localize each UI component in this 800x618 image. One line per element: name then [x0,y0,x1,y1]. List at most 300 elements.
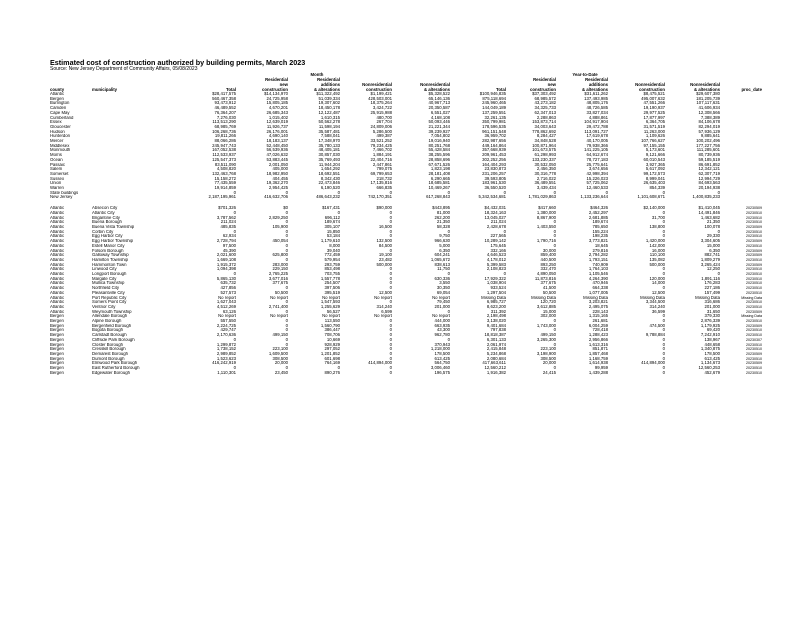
col-ytd-res-add-l1: Residential [585,77,608,82]
col-nonres-new-l3: construction [365,87,392,92]
table-cell: 58,328 [436,224,450,229]
table-cell: 20230509 [746,262,762,267]
col-ytd-res-add-l3: & alterations [581,87,608,92]
table-cell: 20230510 [746,215,762,220]
table-cell: 357,668,939 [482,148,506,153]
table-cell: Atlantic [50,290,65,295]
table-cell: 36,489,551 [534,181,556,186]
table-cell: 34,848,528 [534,139,556,144]
col-ytd-total: Total [496,87,506,92]
table-cell: 377,675 [540,281,556,286]
table-cell: Atlantic [50,210,65,215]
table-cell: 28,181,408 [428,171,450,176]
table-cell: 404,455 [272,176,288,181]
table-cell: 0 [553,220,556,225]
table-cell: 0 [285,309,288,314]
table-cell: 851,871 [592,347,608,352]
table-cell: 728,418 [592,328,608,333]
table-cell: Atlantic City [92,210,115,215]
table-cell: 113,550 [324,319,340,324]
table-cell: 2,728,794 [216,239,236,244]
table-cell: No report [322,295,340,300]
table-cell: 1,790,716 [536,239,556,244]
table-cell: 2,495,075 [588,304,608,309]
table-cell: 708,706 [324,333,340,338]
table-cell: 302,000 [540,314,556,319]
table-cell: 1,463,682 [700,215,720,220]
table-cell: Estell Manor City [92,243,125,248]
table-cell: 414,894,000 [368,361,392,366]
table-cell: 0 [553,328,556,333]
col-county: county [50,87,65,92]
table-cell: 211,024 [490,220,506,225]
table-cell: Cresskill Borough [92,347,126,352]
table-cell: 0 [285,323,288,328]
table-cell: 22,473,846 [318,181,340,186]
table-cell: 15,158,272 [214,176,236,181]
table-cell: Missing Data [583,295,608,300]
table-cell: Bergen [50,347,64,352]
table-cell: Atlantic [50,286,65,291]
table-cell: Atlantic [50,276,65,281]
table-cell: Corbin City [92,229,114,234]
table-cell: $464,326 [590,206,608,211]
table-cell: 0 [389,220,392,225]
table-cell: 223,100 [272,347,288,352]
table-cell: 1,613,316 [588,342,608,347]
table-cell: 20230510 [746,342,762,347]
table-cell: 18,645 [594,243,608,248]
table-cell: 0 [553,243,556,248]
table-cell: 0 [662,234,665,239]
table-cell: 2,447,861 [372,162,392,167]
table-cell: 1,133,236,644 [580,195,608,200]
table-cell: 500,000 [376,262,392,267]
table-cell: Bergen [50,319,64,324]
table-cell: 20230509 [746,253,762,258]
table-cell: 2,170,636 [216,333,236,338]
table-cell: 0 [285,243,288,248]
table-cell: 3,439,434 [536,186,556,191]
table-cell: 0 [553,342,556,347]
table-cell: 0 [389,333,392,338]
table-cell: No report [322,314,340,319]
table-cell: 111,285,601 [696,148,720,153]
table-cell: 12,460,533 [586,186,608,191]
table-cell: 3,612,885 [536,304,556,309]
table-cell: 47,551,266 [643,101,665,106]
table-cell: 0 [662,337,665,342]
table-cell: 666,835 [376,186,392,191]
table-cell: 46,489,552 [214,106,236,111]
table-cell: 0 [662,272,665,277]
table-cell: 20230510 [746,328,762,333]
table-cell: 0 [233,366,236,371]
table-cell: 178,500 [434,351,450,356]
table-cell: 2,794,282 [588,253,608,258]
table-cell: 499,387 [376,134,392,139]
table-cell: 416,242,919 [212,361,236,366]
table-cell: Mercer [50,139,64,144]
table-cell: Bergen [50,356,64,361]
table-cell: Weymouth Township [92,309,132,314]
table-cell: 189,674 [324,220,340,225]
table-cell: 2,001,050 [268,162,288,167]
table-cell: 178,500 [704,351,720,356]
table-cell: 3,265,300 [536,337,556,342]
table-cell: 12,500 [651,290,665,295]
table-cell: 6,364,705 [645,120,665,125]
table-cell: 36,599 [651,309,665,314]
table-cell: 32,261,135 [484,115,506,120]
table-cell: Linwood City [92,267,117,272]
table-cell: 23,450 [274,370,288,375]
table-cell: 0 [285,342,288,347]
table-cell: 2,681,885 [588,215,608,220]
table-cell: 33,521,252 [370,139,392,144]
table-cell: 12,560,212 [484,366,506,371]
table-cell: 429,747 [220,328,236,333]
table-cell: Morris [50,153,62,158]
table-cell: No report [432,314,450,319]
table-cell: Folsom Borough [92,248,124,253]
table-cell: 297,052 [324,347,340,352]
table-cell: 20,000 [274,361,288,366]
table-cell: 3,198,900 [536,351,556,356]
table-cell: Atlantic [50,92,65,96]
table-cell: 625,800 [272,253,288,258]
table-cell: 2,456,350 [536,167,556,172]
table-cell: 6,599 [381,309,392,314]
table-cell: 56,527 [326,309,340,314]
table-cell: 3,203,821 [588,300,608,305]
table-cell: 1,077,005 [588,290,608,295]
table-cell: 52,448,450 [266,143,288,148]
table-cell: 395,519 [324,290,340,295]
table-cell: 84,693,563 [698,181,720,186]
table-cell: Burlington [50,101,70,106]
table-cell: 9,401,684 [486,323,506,328]
table-cell: 1,669,108 [216,257,236,262]
table-cell: Demarest Borough [92,351,129,356]
table-cell: 17,135,816 [370,181,392,186]
table-cell: 79,938,366 [586,143,608,148]
table-cell: 6,985,727 [486,300,506,305]
table-cell: 0 [553,319,556,324]
table-cell: Bergenfield Borough [92,323,132,328]
table-cell: 630,336 [434,276,450,281]
table-cell: 30,857,030 [318,153,340,158]
table-cell: 1,110,301 [217,370,236,375]
table-cell: 38,255,596 [428,153,450,158]
table-cell: 144,049,189 [482,106,506,111]
table-cell: Hammonton Town [92,262,127,267]
table-cell: 69,054 [436,290,450,295]
table-cell: 1,654,292 [320,167,340,172]
col-municipality: municipality [92,87,118,92]
table-cell: Bergen [50,323,64,328]
table-cell: 0 [503,272,506,277]
table-cell: 68,985,769 [214,124,236,129]
table-cell: Egg Harbor Township [92,239,134,244]
table-cell: 48,726,585 [586,106,608,111]
table-cell: 928,929 [324,342,340,347]
table-cell: 141,225,105 [584,148,608,153]
table-cell: 1,738,152 [216,347,236,352]
table-cell: Carlstadt Borough [92,333,127,338]
table-cell: 24,725,958 [266,96,288,101]
table-cell: 854,339 [649,186,665,191]
table-cell: 50,500 [542,290,556,295]
col-ytd-nonres-add-l3: & alterations [693,87,720,92]
table-cell: 43,273,182 [534,101,556,106]
table-cell: 452,679 [704,370,720,375]
table-cell: 332,166 [490,248,506,253]
table-cell: 59,185,519 [698,157,720,162]
table-cell: 386,447 [324,328,340,333]
table-cell: 68,985,572 [534,96,556,101]
table-cell: Atlantic [50,229,65,234]
table-cell: 2,956,866 [588,337,608,342]
table-row [50,371,762,376]
table-cell: 20230307 [746,337,762,342]
table-cell: 31,650 [706,309,720,314]
table-cell: 5,399,583 [486,262,506,267]
table-cell: 3,424,722 [372,106,392,111]
table-cell: 100,202,496 [696,139,720,144]
table-cell: 9,121,666 [645,153,665,158]
table-cell: Missing Data [741,295,762,300]
table-cell: 0 [662,210,665,215]
table-cell: 449,164,864 [482,143,506,148]
table-cell: 80,251,768 [428,143,450,148]
table-cell: 30,350 [436,286,450,291]
table-cell: 4,888,861 [588,115,608,120]
table-cell: 57,725,062 [586,181,608,186]
table-cell: 107,766,627 [641,139,665,144]
table-cell: 20230510 [746,272,762,277]
table-cell: 5,000 [439,243,450,248]
table-cell: 0 [503,190,506,195]
table-cell: 12,994,729 [698,176,720,181]
table-cell: 557,550 [220,319,236,324]
table-cell: 164,404,293 [482,162,506,167]
table-cell: 135,082 [649,257,665,262]
table-cell: 1,297,504 [486,290,506,295]
table-cell: 500,000 [649,262,665,267]
table-cell: 1,299,872 [216,342,236,347]
table-cell: 33,827,034 [586,110,608,115]
table-cell: 20230510 [746,356,762,361]
table-cell: 39,593,805 [484,176,506,181]
table-cell: 5,286,500 [372,129,392,134]
table-cell: 279,816 [592,248,608,253]
table-cell: Passaic [50,162,66,167]
table-cell: 20230509 [746,224,762,229]
table-cell: 120,000 [649,276,665,281]
table-cell: 16,500 [378,224,392,229]
table-cell: 229,150 [272,267,288,272]
table-cell: 267,704 [376,120,392,125]
table-cell: 12,250 [706,267,720,272]
table-cell: 0 [662,356,665,361]
table-cell: 316,686 [704,300,720,305]
table-cell: 1,560,790 [320,323,340,328]
table-cell: $14,134,970 [264,92,288,96]
table-cell: East Rutherford Borough [92,366,140,371]
table-cell: No report [374,314,392,319]
table-cell: 1,201,852 [320,351,340,356]
table-cell: 132,500 [376,239,392,244]
table-cell: 0 [389,286,392,291]
table-cell: 2,716,022 [536,176,556,181]
table-cell: 254,507 [324,281,340,286]
table-cell: 0 [389,337,392,342]
table-cell: Buena Vista Township [92,224,135,229]
table-cell: 60,010,543 [643,157,665,162]
table-cell: Missing Data [695,295,720,300]
table-cell: 778,862,692 [532,129,556,134]
table-cell: 444,000 [434,319,450,324]
table-cell: Atlantic [50,300,65,305]
table-cell: Brigantine City [92,215,120,220]
table-cell: 772,459 [324,253,340,258]
table-cell: 261,681 [592,319,608,324]
table-cell: 2,080,684 [486,356,506,361]
table-cell: 181,205,739 [696,96,720,101]
table-cell: 1,218,000 [430,347,450,352]
table-cell: 350,799,981 [482,120,506,125]
table-cell: 8,867,900 [536,215,556,220]
table-cell: 175,645 [490,243,506,248]
table-cell: 0 [389,366,392,371]
table-cell: 177,227,756 [696,143,720,148]
table-cell: 20230509 [746,239,762,244]
table-cell: 0 [447,190,450,195]
table-cell: 10,669 [326,337,340,342]
table-cell: 100,871,964 [532,143,556,148]
table-cell: 227,565 [490,234,506,239]
table-cell: 20230509 [746,309,762,314]
table-cell: 48,805,176 [586,101,608,106]
table-cell: 18,324,163 [484,210,506,215]
table-cell: 0 [285,300,288,305]
table-cell: 9,788,884 [645,333,665,338]
table-cell: 35,780,133 [318,143,340,148]
table-cell: 1,764,103 [588,267,608,272]
table-cell: 20230510 [746,366,762,371]
table-cell: 0 [662,328,665,333]
table-cell: $37,303,492 [532,92,556,96]
table-cell: 99,172,573 [643,171,665,176]
table-cell: 1,439,288 [588,370,608,375]
table-cell: 10,469,267 [428,186,450,191]
col-res-new-l1: Residential [265,77,288,82]
table-cell: 0 [553,190,556,195]
table-cell: Bergen [50,96,64,101]
table-cell: 24,809,006 [370,124,392,129]
table-cell: 82,294,019 [698,124,720,129]
table-cell: No report [218,314,236,319]
table-cell: 15,000 [542,309,556,314]
table-cell: No report [374,295,392,300]
table-cell: 882,741 [704,253,720,258]
table-cell: 0 [553,366,556,371]
table-cell: 7,466,702 [372,148,392,153]
table-cell: Bergen [50,328,64,333]
table-cell: 0 [285,286,288,291]
table-cell: 0 [285,337,288,342]
table-cell: 17,348,970 [318,139,340,144]
table-cell: $1,410,045 [698,206,720,211]
table-cell: 189,674 [592,220,608,225]
month-group-header: Month [310,72,324,77]
table-cell: 664,338 [592,286,608,291]
table-cell: 663,935 [434,323,450,328]
table-cell: 0 [662,286,665,291]
table-cell: 933,524 [490,286,506,291]
table-cell: 4,508,820 [216,167,236,172]
table-cell: 293,759 [324,262,340,267]
table-cell: Bergen [50,337,64,342]
table-cell: 80,739,936 [698,153,720,158]
table-cell: 20230510 [746,304,762,309]
table-cell: 696,112 [324,215,340,220]
table-cell: New Jersey [50,195,73,200]
table-cell: $29,607,380 [696,92,720,96]
table-cell: 137,493,985 [584,96,608,101]
table-cell: $417,660 [538,206,556,211]
table-cell: 29,472,788 [586,124,608,129]
table-cell: No report [432,295,450,300]
table-cell: 1,857,468 [588,351,608,356]
table-cell: 196,575 [434,370,450,375]
table-cell: 1,094,398 [216,267,236,272]
table-cell: 35,587,481 [318,129,340,134]
table-cell: 0 [337,190,340,195]
table-cell: 19,016,940 [428,139,450,144]
table-cell: 314,240 [649,304,665,309]
table-cell: 0 [389,281,392,286]
table-cell: Atlantic [50,243,65,248]
table-cell: 223,100 [540,347,556,352]
table-cell: 8,999,041 [645,176,665,181]
table-cell: 20230509 [746,351,762,356]
table-cell: 480,700 [376,115,392,120]
table-cell: 28,858,696 [428,157,450,162]
table-cell: Buena Borough [92,220,122,225]
table-cell: 3,304,605 [700,239,720,244]
table-cell: 5,617,092 [645,167,665,172]
table-cell: 106,268,736 [212,129,236,134]
table-cell: 3,927,365 [645,162,665,167]
table-cell: 0 [389,347,392,352]
table-cell: 20230509 [746,206,762,211]
table-cell: 11,873,816 [534,276,556,281]
table-cell: 450,054 [272,239,288,244]
table-cell: 231,206,257 [482,171,506,176]
table-cell: 20,194,938 [698,186,720,191]
table-cell: Sussex [50,176,65,181]
table-cell: 18,450,178 [318,106,340,111]
table-cell: 6,350 [709,248,720,253]
table-cell: 890,276 [324,370,340,375]
table-cell: 2,765,225 [268,272,288,277]
table-cell: Atlantic [50,262,65,267]
table-cell: 23,830,873 [484,167,506,172]
table-cell: 20230510 [746,290,762,295]
table-cell: Dumont Borough [92,356,125,361]
